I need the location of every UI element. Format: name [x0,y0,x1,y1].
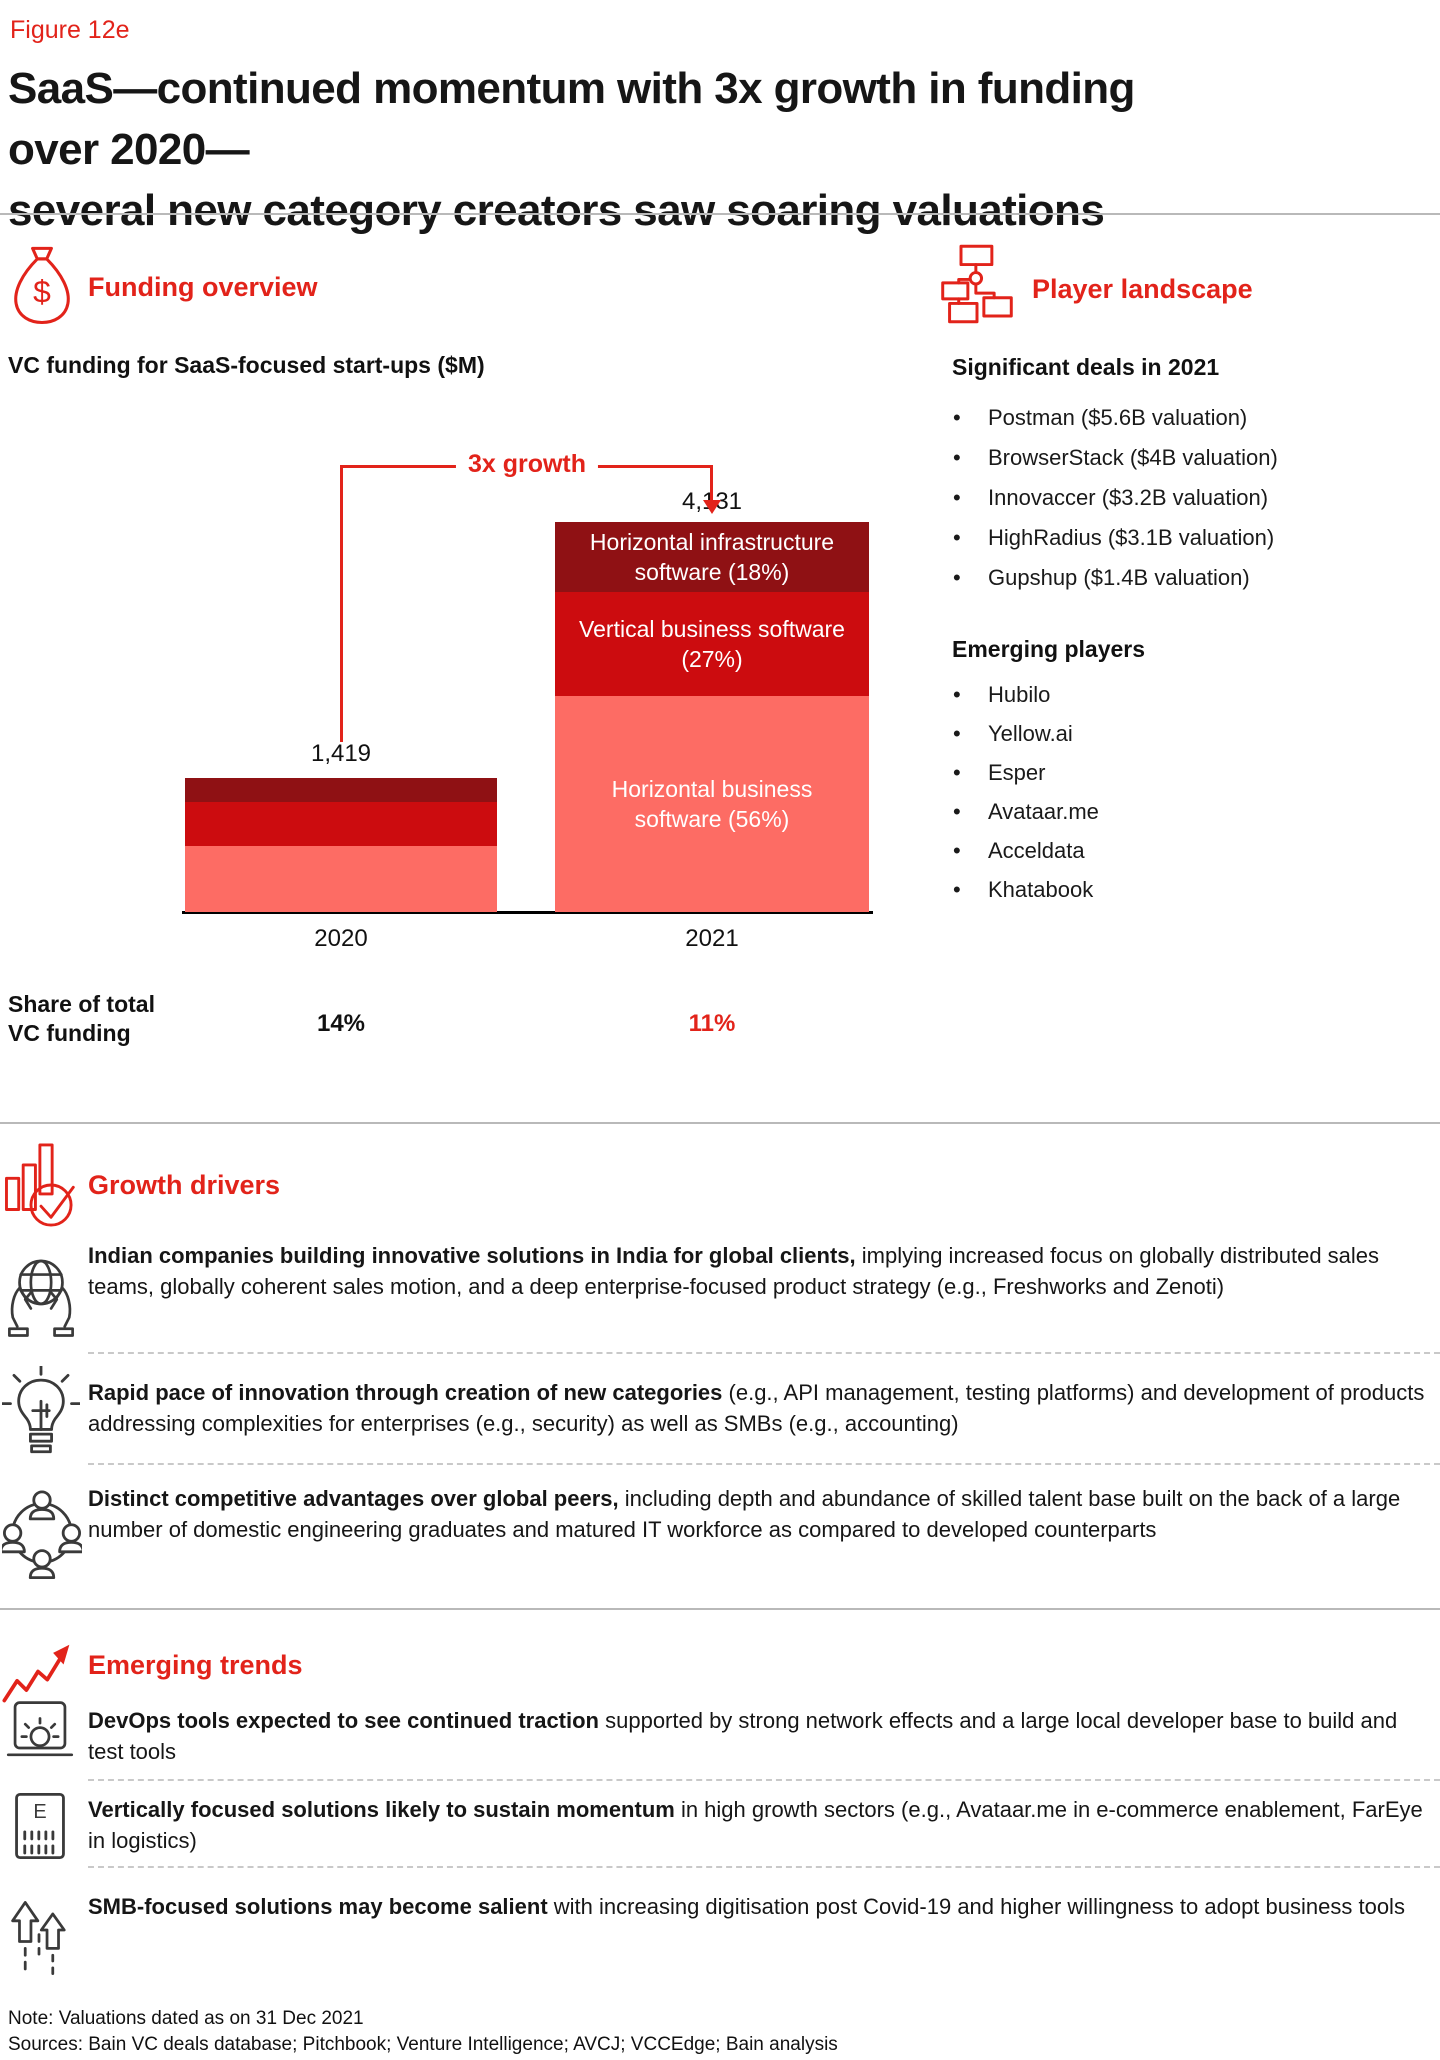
bar-segment-vertical-business-software [185,802,497,846]
year-label-2021: 2021 [685,925,739,952]
calculator-icon [14,1792,66,1860]
chart-subtitle: VC funding for SaaS-focused start-ups ($M) [8,352,485,378]
funding-overview-heading: Funding overview [88,272,318,302]
growth-bracket-right [710,465,713,500]
report-figure-page: Figure 12e SaaS—continued momentum with 3x growth in funding over 2020— several new category creators saw soaring valuations $ Funding overview VC funding for SaaS-focused start-ups ($M) 3x growth 1,419 4,131 Horizontal infrastructure software (18%) Vertical business software (27%) Horizontal business software (56%) 2020 2021 Share of total VC funding 14% 11% Player landscape Significant deals in 2021 • Postman ($5.6B valuation) • BrowserStack ($4B valuation) • Innovaccer ($3.2B valuation) • HighRadius ($3.1B valuation) • Gupshup ($1.4B valuation) Emerging players • Hubilo • Yellow.ai • Esper • Avataar.me • Acceldata • Khatabook Growth drivers Indian companies building innovative solutions in India for global clients, implying increased focus on globally distributed sales teams, globally coherent sales motion, and a deep enterprise-focused product strategy (e.g., Freshworks and Zenoti) Rapid pace of innovation through creation of new categories (e.g., API management, testing platforms) and development of products addressing complexities for enterprises (e.g., security) as well as SMBs (e.g., accounting) Distinct competitive advantages over global peers, including depth and abundance of skilled talent base built on the back of a large number of domestic engineering graduates and matured IT workforce as compared to developed counterparts Emerging trends DevOps tools expected to see continued traction supported by strong network effects and a large local developer base to build and test tools E Vertically focused solutions likely to sustain momentum in high growth sectors (e.g., Avataar.me in e-commerce enablement, FarEye in logistics) SMB-focused solutions may become salient with increasing digitisation post Covid-19 and higher willingness to adopt business tools Note: Valuations dated as on 31 Dec 2021 Sources: Bain VC deals database; Pitchbook; Venture Intelligence; AVCJ; VCCEdge; Bain analysis [0,0,1440,2060]
figure-label: Figure 12e [10,16,130,44]
growth-annotation: 3x growth [456,450,598,479]
footer [8,2006,838,2058]
player-landscape-heading: Player landscape [1032,274,1253,304]
bar-2020 [185,778,497,912]
year-label-2020: 2020 [314,925,368,952]
emerging-trends-heading: Emerging trends [88,1650,303,1680]
bullet-icon: • [953,565,961,590]
growth-bracket-left [340,465,343,742]
stacked-bar-chart [0,390,940,975]
share-value-2021: 11% [688,1010,736,1037]
bar-segment-label: Horizontal business software (56%) [611,775,813,832]
bar-segment-horizontal-business-software [185,846,497,912]
org-chart-icon [940,244,1014,324]
page-title-line2: several new category creators saw soaring valuations [8,186,1105,235]
trend-text: SMB-focused solutions may become salient with increasing digitisation post Covid-19 and higher willingness to adopt business tools [88,1894,1405,1919]
growth-driver-text: Indian companies building innovative solutions in India for global clients, implying increased focus on globally distributed sales teams, globally coherent sales motion, and a deep enterprise-focused product strategy (e.g., Freshworks and Zenoti) [88,1243,1380,1299]
share-value-2020: 14% [316,1010,366,1037]
growth-drivers-heading: Growth drivers [88,1170,281,1200]
bar-2021 [555,522,869,912]
bullet-icon: • [953,485,961,510]
bullet-icon: • [953,445,961,470]
people-circle-icon [2,1486,82,1580]
total-label-2021: 4,131 [681,488,743,515]
trend-up-icon [2,1642,74,1708]
dashed-divider [88,1779,1440,1781]
dashed-divider [88,1866,1440,1868]
emerging-players-heading: Emerging players [952,636,1146,662]
growth-driver-text: Distinct competitive advantages over global peers, including depth and abundance of skilled talent base built on the back of a large number of domestic engineering graduates and matured IT workforce as compared to developed counterparts [88,1486,1401,1542]
footer-note: Note: Valuations dated as on 31 Dec 2021 [8,2008,364,2029]
bar-segment-vertical-business-software [555,592,869,696]
divider [0,1122,1440,1124]
page-title-line1: SaaS—continued momentum with 3x growth in funding over 2020— [8,64,1135,174]
bullet-icon: • [953,760,961,785]
divider [0,1608,1440,1610]
dashed-divider [88,1352,1440,1354]
arrow-down-icon [703,500,721,514]
laptop-gear-icon [6,1700,74,1762]
bar-segment-horizontal-infrastructure-software [185,778,497,802]
bullet-icon: • [953,721,961,746]
divider [0,213,1440,215]
globe-hands-icon [6,1254,76,1338]
bullet-icon: • [953,838,961,863]
bullet-icon: • [953,682,961,707]
bullet-icon: • [953,877,961,902]
growth-driver-text: Rapid pace of innovation through creation of new categories (e.g., API management, testing platforms) and development of products addressing complexities for enterprises (e.g., security) as well as SMBs (e.g., accounting) [88,1380,1425,1436]
bullet-icon: • [953,405,961,430]
trend-text: Vertically focused solutions likely to sustain momentum in high growth sectors (e.g., Avataar.me in e-commerce enablement, FarEye in logistics) [88,1797,1423,1853]
e-glyph: E [33,1800,47,1823]
dashed-divider [88,1463,1440,1465]
bullet-icon: • [953,525,961,550]
total-label-2020: 1,419 [310,740,372,767]
bar-segment-label: Vertical business software (27%) [579,615,845,672]
bullet-icon: • [953,799,961,824]
bar-chart-check-icon [4,1136,78,1234]
dollar-glyph: $ [33,273,51,310]
footer-sources: Sources: Bain VC deals database; Pitchbook; Venture Intelligence; AVCJ; VCCEdge; Bain analysis [8,2034,838,2055]
bar-segment-horizontal-infrastructure-software [555,522,869,592]
arrows-up-icon [8,1884,70,1976]
money-bag-icon [10,246,74,326]
share-label: Share of total VC funding [8,991,155,1046]
bar-segment-label: Horizontal infrastructure software (18%) [589,528,835,585]
deals-heading: Significant deals in 2021 [952,354,1220,380]
lightbulb-icon [2,1366,80,1460]
bar-segment-horizontal-business-software [555,696,869,912]
trend-text: DevOps tools expected to see continued traction supported by strong network effects and a large local developer base to build and test tools [88,1708,1398,1764]
